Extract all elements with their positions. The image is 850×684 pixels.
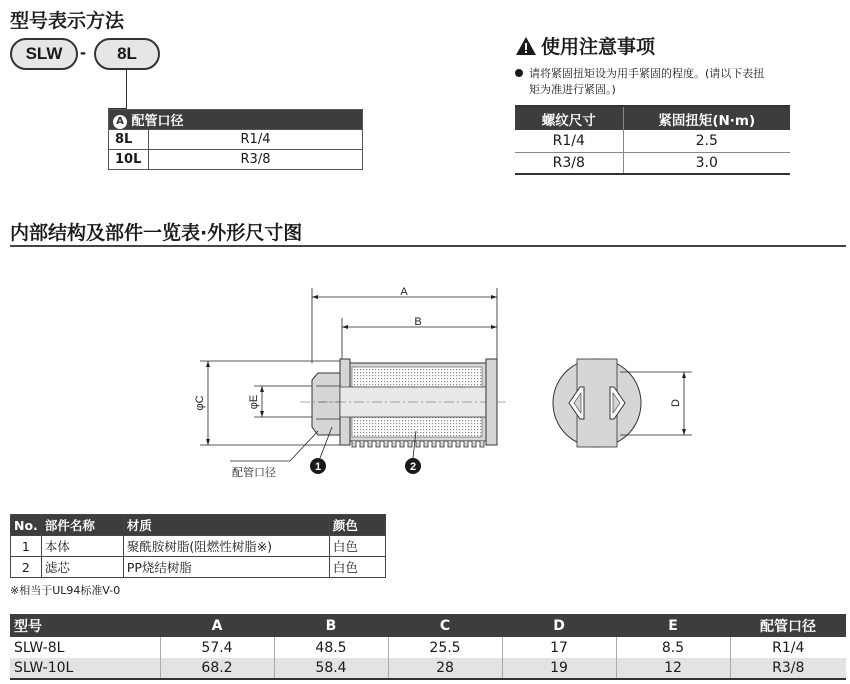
dim-model: SLW-8L	[10, 637, 160, 658]
dim-header-port: 配管口径	[730, 614, 846, 637]
dim-model: SLW-10L	[10, 658, 160, 679]
port-thread: R3/8	[149, 150, 363, 170]
dim-b: 48.5	[274, 637, 388, 658]
parts-table	[10, 514, 386, 578]
torque-value: 2.5	[623, 130, 790, 152]
dim-header-a: A	[160, 614, 274, 637]
dim-d-label: D	[670, 399, 682, 407]
torque-header-torque: 紧固扭矩(N·m)	[623, 106, 790, 130]
caution-title-text: 使用注意事项	[541, 36, 656, 58]
torque-value: 3.0	[623, 152, 790, 174]
part-name: 本体	[41, 536, 123, 557]
caution-note-line1: 请将紧固扭矩设为用手紧固的程度。(请以下表扭	[529, 67, 765, 80]
dim-c: 28	[388, 658, 502, 679]
torque-table	[515, 105, 790, 175]
model-section-title: 型号表示方法	[10, 10, 125, 32]
marker-a-icon: A	[113, 115, 127, 129]
port-size-callout-label: 配管口径	[232, 466, 276, 479]
table-row	[10, 637, 846, 658]
callout-2-label: 2	[409, 461, 417, 473]
model-code-dash: -	[80, 42, 86, 62]
port-size-callout	[230, 431, 318, 479]
dimension-table	[10, 614, 846, 680]
port-code: 10L	[109, 150, 149, 170]
dim-header-c: C	[388, 614, 502, 637]
parts-header-name: 部件名称	[41, 515, 123, 536]
part-no: 1	[11, 536, 42, 557]
dim-header-e: E	[616, 614, 730, 637]
parts-header-color: 颜色	[329, 515, 385, 536]
torque-header-thread: 螺纹尺寸	[515, 106, 623, 130]
table-row	[515, 152, 790, 174]
bullet-icon	[515, 69, 523, 77]
dim-a: 68.2	[160, 658, 274, 679]
dim-c: 25.5	[388, 637, 502, 658]
part-color: 白色	[329, 557, 385, 578]
callout-1-label: 1	[314, 461, 322, 473]
structure-section-title: 内部结构及部件一览表·外形尺寸图	[10, 222, 303, 244]
dimension-b	[342, 316, 497, 363]
part-material: PP烧结树脂	[123, 557, 329, 578]
dim-e: 12	[616, 658, 730, 679]
port-size-table	[108, 109, 363, 170]
table-row	[109, 130, 363, 150]
table-row	[11, 536, 386, 557]
thread-size: R1/4	[515, 130, 623, 152]
dim-header-model: 型号	[10, 614, 160, 637]
section-divider	[10, 245, 846, 247]
parts-footnote: ※相当于UL94标准V-0	[10, 584, 121, 597]
dimension-e	[248, 386, 312, 417]
dim-header-d: D	[502, 614, 616, 637]
dim-e-label: φE	[248, 394, 260, 410]
parts-header-material: 材质	[123, 515, 329, 536]
dim-e: 8.5	[616, 637, 730, 658]
connector-vertical	[126, 70, 127, 110]
table-row	[11, 557, 386, 578]
technical-drawing	[0, 255, 850, 485]
part-color: 白色	[329, 536, 385, 557]
caution-note	[515, 66, 805, 98]
warning-icon	[515, 36, 537, 56]
model-code-suffix: 8L	[94, 38, 160, 70]
port-size-header	[109, 110, 363, 130]
dimension-a	[312, 286, 497, 363]
table-row	[109, 150, 363, 170]
dim-b-label: B	[414, 316, 422, 328]
silencer-side-view	[300, 359, 506, 447]
part-name: 滤芯	[41, 557, 123, 578]
dim-b: 58.4	[274, 658, 388, 679]
port-thread: R1/4	[149, 130, 363, 150]
dim-port: R3/8	[730, 658, 846, 679]
caution-title	[515, 32, 655, 59]
port-size-header-label: 配管口径	[131, 114, 184, 129]
dim-a: 57.4	[160, 637, 274, 658]
dim-a-label: A	[400, 286, 408, 298]
dim-header-b: B	[274, 614, 388, 637]
dim-port: R1/4	[772, 639, 805, 656]
thread-size: R3/8	[515, 152, 623, 174]
dim-c-label: φC	[194, 395, 206, 411]
model-code-prefix: SLW	[10, 38, 78, 70]
caution-note-line2: 矩为准进行紧固。)	[529, 83, 616, 96]
dim-d: 17	[502, 637, 616, 658]
part-no: 2	[11, 557, 42, 578]
table-row	[515, 130, 790, 152]
table-row	[10, 658, 846, 679]
port-code: 8L	[109, 130, 149, 150]
parts-header-no: No.	[11, 515, 42, 536]
dim-d: 19	[502, 658, 616, 679]
part-material: 聚酰胺树脂(阻燃性树脂※)	[123, 536, 329, 557]
